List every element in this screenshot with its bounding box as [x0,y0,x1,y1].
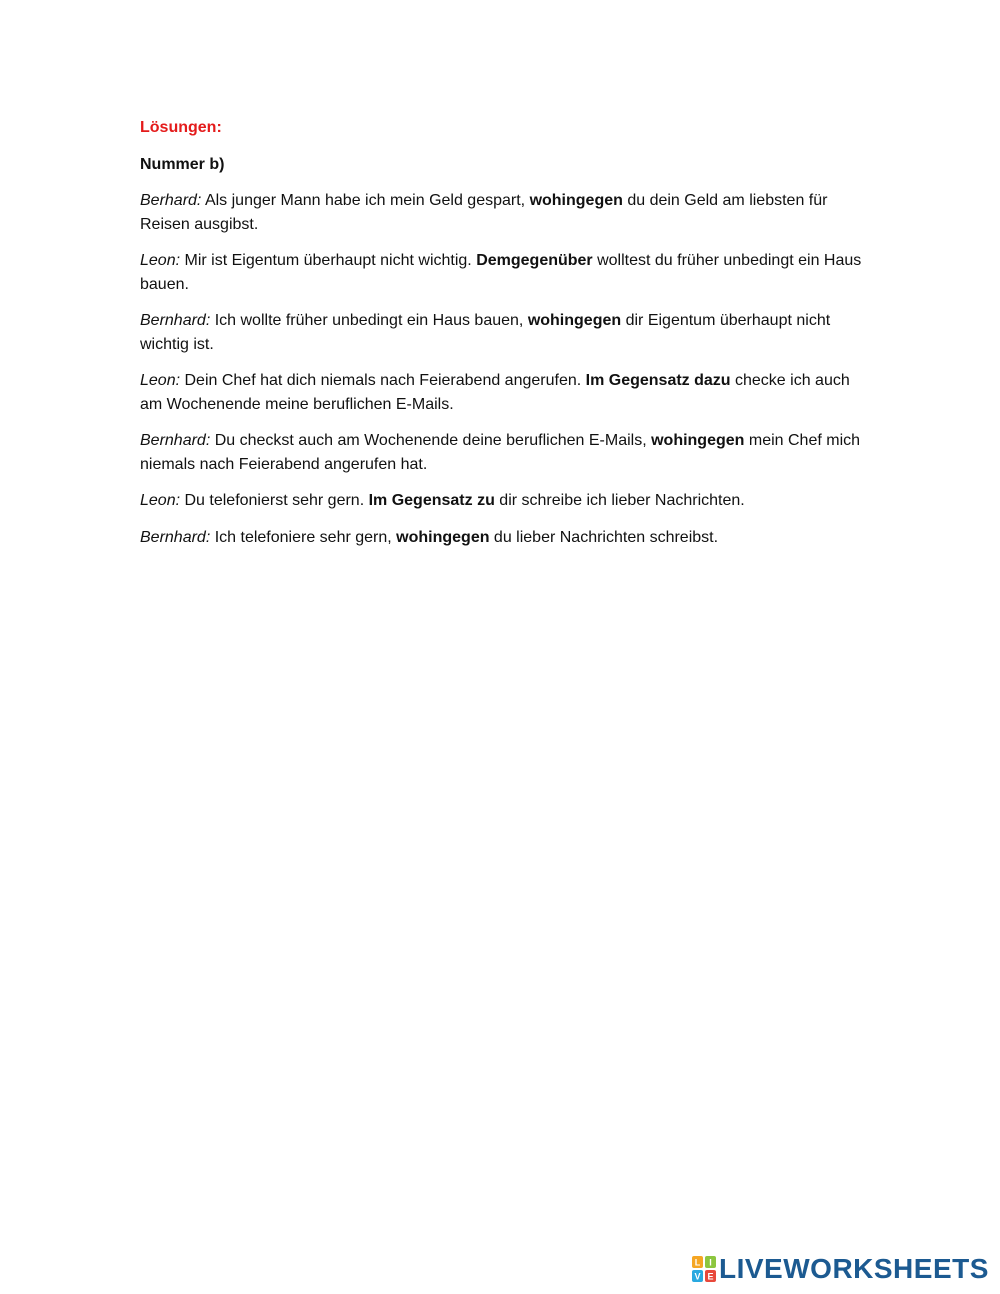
connector-keyword: Im Gegensatz zu [368,492,495,509]
dialogue-line [140,309,870,356]
speaker-name: Bernhard: [140,528,211,546]
liveworksheets-brand [692,1254,989,1284]
svg-text:E: E [707,1271,714,1282]
speaker-name: Leon: [140,252,181,269]
connector-keyword: wohingegen [651,432,745,449]
sentence-part: Du checkst auch am Wochenende deine beruflichen E-Mails, [210,432,652,449]
sentence-part: mein Chef mich niemals nach Feierabend angerufen hat. [140,432,861,473]
speaker-name: Bernhard: [140,432,211,449]
sentence-part: dir schreibe ich lieber Nachrichten. [494,492,745,509]
svg-text:V: V [694,1271,701,1282]
sentence-part: Du telefonierst sehr gern. [180,492,369,509]
dialogue-line [140,189,870,236]
speaker-name: Berhard: [140,192,202,209]
connector-keyword: wohingegen [529,192,623,209]
svg-text:L: L [694,1257,701,1268]
connector-keyword: Demgegenüber [476,252,593,269]
connector-keyword: wohingegen [527,312,622,329]
sentence-part: du dein Geld am liebsten für Reisen ausgibst. [140,192,828,233]
speaker-name: Leon: [140,372,181,389]
dialogue-line [140,429,870,476]
sentence-part: du lieber Nachrichten schreibst. [489,528,719,546]
sentence-part: wolltest du früher unbedingt ein Haus bauen. [140,252,862,293]
speaker-name: Bernhard: [140,312,211,329]
solutions-heading: Lösungen: [140,119,222,136]
sentence-part: Dein Chef hat dich niemals nach Feierabend angerufen. [180,372,586,389]
sentence-part: Ich wollte früher unbedingt ein Haus bauen, [210,312,528,329]
brand-name: LIVEWORKSHEETS [719,1253,989,1284]
dialogue-line [140,369,870,416]
speaker-name: Leon: [140,492,181,509]
dialogue-line [140,489,870,513]
svg-text:I: I [709,1257,712,1268]
sentence-part: Mir ist Eigentum überhaupt nicht wichtig. [180,252,477,269]
sentence-part: dir Eigentum überhaupt nicht wichtig ist. [140,312,831,353]
dialogue-line [140,249,870,296]
sentence-part: Als junger Mann habe ich mein Geld gespart, [201,192,530,209]
sentence-part: checke ich auch am Wochenende meine beruflichen E-Mails. [140,372,850,413]
exercise-number: Nummer b) [140,155,225,173]
document-body [140,116,870,562]
connector-keyword: wohingegen [396,528,490,546]
dialogue-line [140,526,870,550]
sentence-part: Ich telefoniere sehr gern, [210,528,397,546]
liveworksheets-logo-icon [692,1256,716,1282]
connector-keyword: Im Gegensatz dazu [585,372,731,389]
